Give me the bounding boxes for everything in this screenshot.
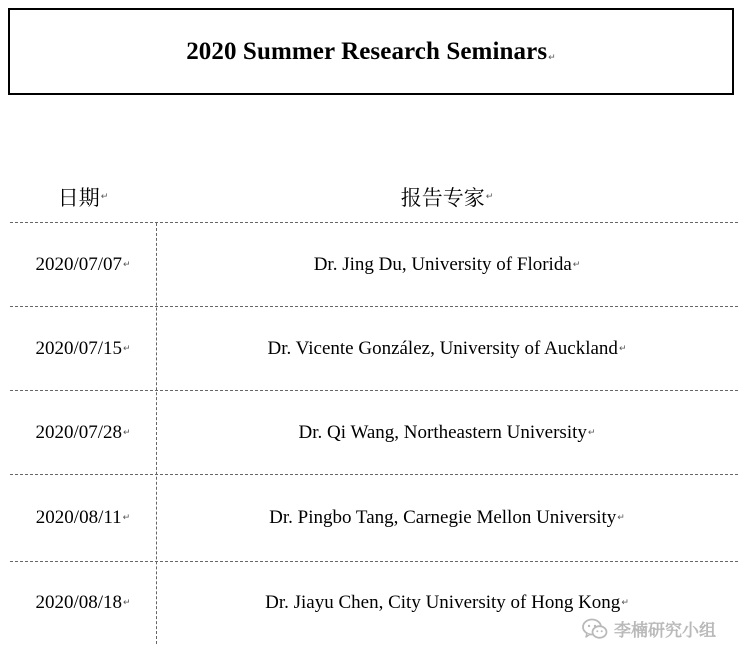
date-cell xyxy=(10,562,156,644)
date-cell xyxy=(10,391,156,474)
date-cell xyxy=(10,223,156,306)
title-box xyxy=(8,8,734,95)
paragraph-mark-icon: ↵ xyxy=(122,513,131,523)
expert-value: Dr. Pingbo Tang, Carnegie Mellon University xyxy=(269,507,617,528)
expert-value: Dr. Qi Wang, Northeastern University xyxy=(298,421,587,443)
date-value: 2020/07/15 xyxy=(35,337,122,359)
watermark xyxy=(582,616,716,641)
date-value: 2020/08/18 xyxy=(35,592,122,613)
table-header xyxy=(10,180,738,223)
column-header-date-label: 日期 xyxy=(57,186,100,210)
page-title xyxy=(186,38,556,66)
date-value: 2020/07/28 xyxy=(35,421,122,443)
paragraph-mark-icon: ↵ xyxy=(485,192,494,202)
paragraph-mark-icon: ↵ xyxy=(123,427,131,438)
date-value: 2020/07/07 xyxy=(35,253,122,275)
paragraph-mark-icon: ↵ xyxy=(123,343,131,354)
date-cell xyxy=(10,475,156,561)
table-row xyxy=(10,223,738,307)
column-header-expert xyxy=(156,180,738,214)
expert-cell xyxy=(156,391,738,474)
paragraph-mark-icon: ↵ xyxy=(621,598,629,608)
table-row xyxy=(10,391,738,475)
expert-cell xyxy=(156,307,738,390)
expert-cell xyxy=(156,475,738,561)
page-title-text: 2020 Summer Research Seminars xyxy=(186,37,548,65)
wechat-icon xyxy=(582,618,608,640)
expert-value: Dr. Jiayu Chen, City University of Hong Kong xyxy=(265,592,621,613)
paragraph-mark-icon: ↵ xyxy=(572,259,581,270)
seminar-table xyxy=(10,223,738,644)
expert-value: Dr. Vicente González, University of Auckland xyxy=(267,337,618,359)
paragraph-mark-icon: ↵ xyxy=(123,598,131,608)
column-header-expert-label: 报告专家 xyxy=(400,186,485,210)
expert-value: Dr. Jing Du, University of Florida xyxy=(313,253,572,275)
column-header-date xyxy=(10,180,156,214)
table-row xyxy=(10,475,738,562)
paragraph-mark-icon: ↵ xyxy=(617,513,625,523)
expert-cell xyxy=(156,223,738,306)
paragraph-mark-icon: ↵ xyxy=(587,427,596,438)
watermark-text: 李楠研究小组 xyxy=(614,621,716,641)
paragraph-mark-icon: ↵ xyxy=(100,192,109,202)
date-cell xyxy=(10,307,156,390)
paragraph-mark-icon: ↵ xyxy=(548,52,556,63)
paragraph-mark-icon: ↵ xyxy=(618,343,627,354)
paragraph-mark-icon: ↵ xyxy=(123,259,131,270)
date-value: 2020/08/11 xyxy=(35,507,122,528)
table-row xyxy=(10,307,738,391)
